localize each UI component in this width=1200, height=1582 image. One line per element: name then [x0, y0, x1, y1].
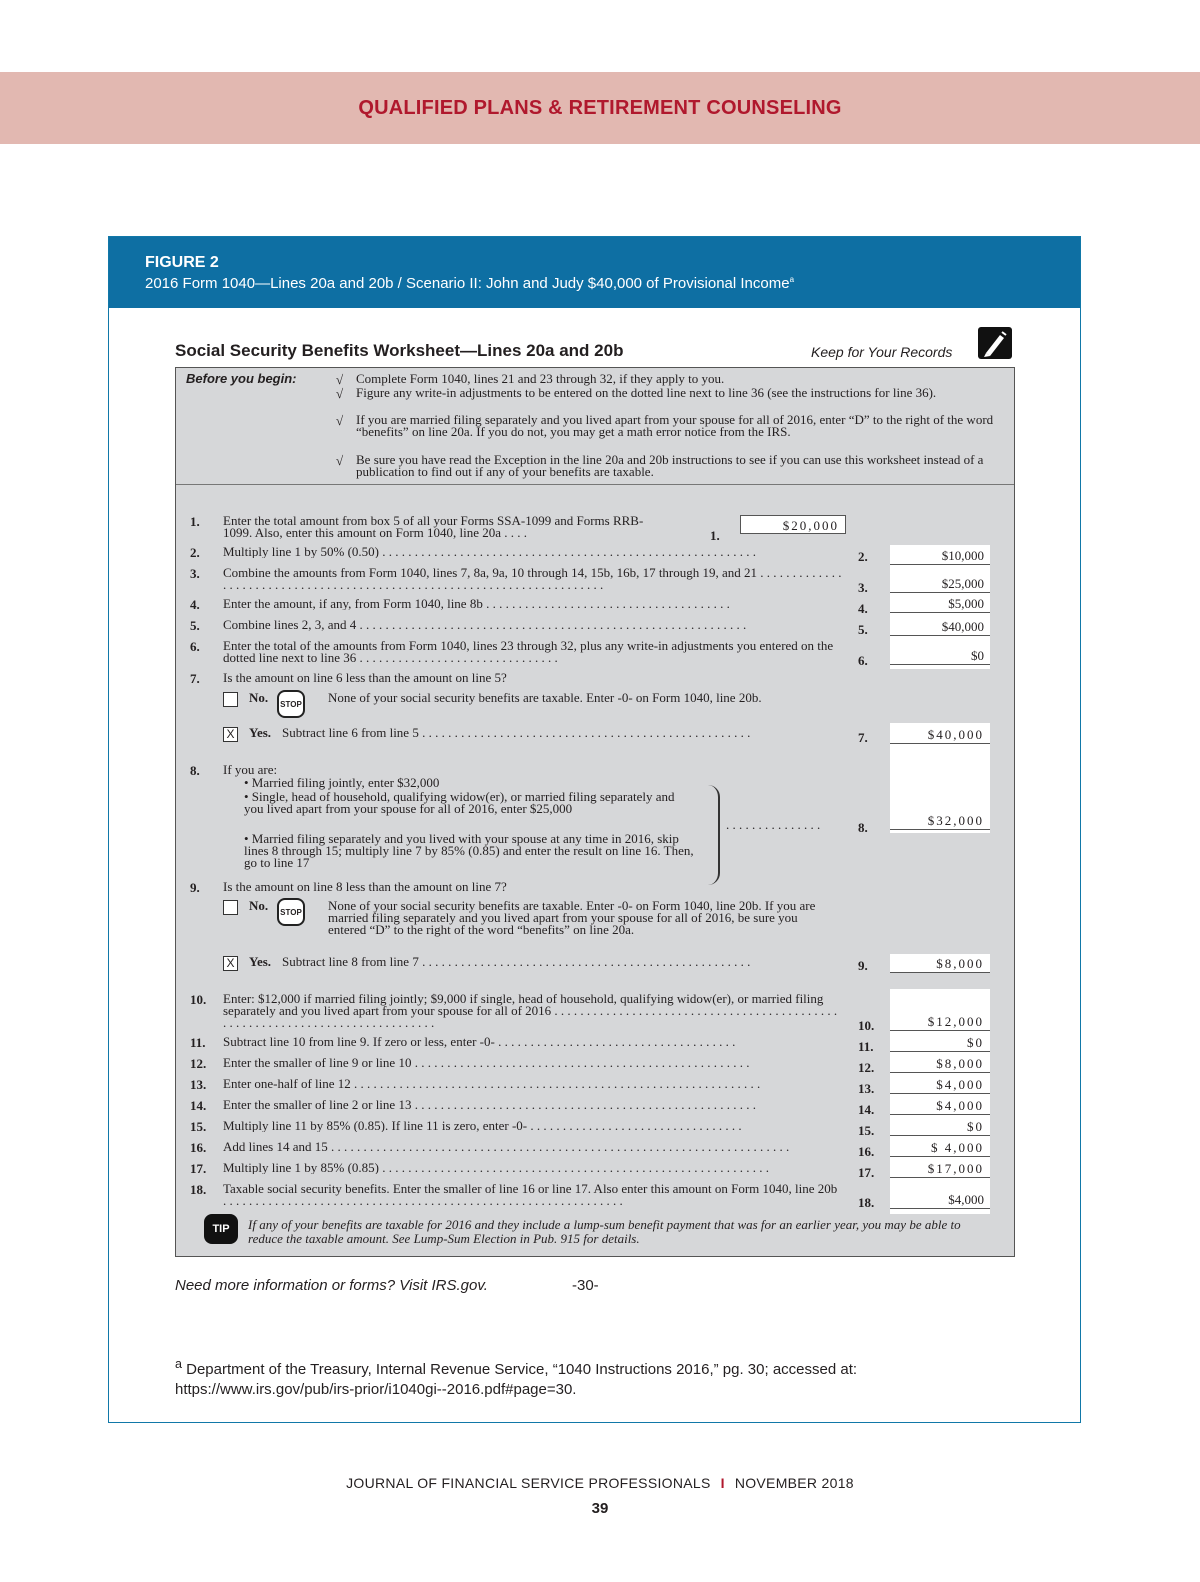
line-ref: 8.: [858, 820, 868, 835]
tip-icon: TIP: [204, 1214, 238, 1244]
line-number: 8.: [190, 763, 200, 778]
pencil-icon: [978, 327, 1012, 359]
line-17-amount: $17,000: [890, 1159, 990, 1178]
line-7-yes-checkbox[interactable]: X: [223, 727, 238, 742]
line-text: Is the amount on line 8 less than the amount on line 7?: [223, 879, 507, 894]
line-15-amount: $0: [890, 1117, 990, 1136]
line-ref: 10.: [858, 1018, 875, 1033]
line-number: 9.: [190, 880, 200, 895]
footnote-text: Department of the Treasury, Internal Revenue Service, “1040 Instructions 2016,” pg. 30; accessed at: https://www.irs.gov/pub/irs-prior/i1040gi--2016.pdf#page=30.: [175, 1361, 858, 1398]
stop-icon: STOP: [277, 690, 305, 718]
line-number: 13.: [190, 1077, 207, 1092]
line-ref: 2.: [858, 549, 868, 564]
line-9-yes-text: Subtract line 8 from line 7 . . . . . . . . . . . . . . . . . . . . . . . . . . . . . . . . . . . . . . . . . . . . . . . . . . .: [282, 956, 751, 968]
need-more-info: Need more information or forms? Visit IRS.gov.: [175, 1277, 488, 1294]
line-text: Is the amount on line 6 less than the amount on line 5?: [223, 670, 507, 685]
line-8-bullet: • Married filing jointly, enter $32,000: [244, 775, 440, 790]
keep-records-note: Keep for Your Records: [811, 344, 953, 360]
journal-date: NOVEMBER 2018: [734, 1475, 854, 1491]
line-6-amount: $0: [890, 646, 990, 665]
line-text: Enter the total amount from box 5 of all your Forms SSA-1099 and Forms RRB-1099. Also, enter this amount on Form 1040, line 20a . . . .: [223, 513, 644, 540]
divider: [176, 484, 1014, 485]
line-number: 17.: [190, 1161, 207, 1176]
line-ref: 18.: [858, 1195, 875, 1210]
line-14-amount: $4,000: [890, 1096, 990, 1115]
line-11-amount: $0: [890, 1033, 990, 1052]
no-label: No.: [249, 898, 269, 913]
figure-caption-text: 2016 Form 1040—Lines 20a and 20b / Scenario II: John and Judy $40,000 of Provisional Income: [145, 275, 790, 292]
line-number: 10.: [190, 992, 207, 1007]
form-page-number: -30-: [572, 1277, 599, 1294]
tip-text: If any of your benefits are taxable for 2016 and they include a lump-sum benefit payment that was for an earlier year, you may be able to reduce the taxable amount. See Lump-Sum Election in Pub. 915 for details.: [248, 1217, 961, 1246]
line-18-amount: $4,000: [890, 1190, 990, 1209]
line-3-amount: $25,000: [890, 574, 990, 593]
line-text: Enter the amount, if any, from Form 1040, line 8b . . . . . . . . . . . . . . . . . . . . . . . . . . . . . . . . . . . . . .: [223, 598, 730, 610]
line-8-bullet: • Single, head of household, qualifying widow(er), or married filing separately and you lived apart from your spouse for all of 2016, enter $25,000: [244, 789, 675, 816]
brace: [706, 785, 720, 885]
line-number: 14.: [190, 1098, 207, 1113]
line-number: 4.: [190, 597, 200, 612]
figure-header: [109, 237, 1080, 308]
line-ref: 11.: [858, 1039, 874, 1054]
line-9-amount: $8,000: [890, 954, 990, 973]
worksheet-title: Social Security Benefits Worksheet—Lines 20a and 20b: [175, 341, 624, 360]
line-12-amount: $8,000: [890, 1054, 990, 1073]
line-text: Subtract line 10 from line 9. If zero or less, enter -0- . . . . . . . . . . . . . . . . . . . . . . . . . . . . . . . . . . . . .: [223, 1036, 736, 1048]
line-ref: 12.: [858, 1060, 875, 1075]
line-number: 7.: [190, 671, 200, 686]
line-text: Enter the total of the amounts from Form 1040, lines 23 through 32, plus any write-in adjustments you entered on the dotted line next to line 36 . . . . . . . . . . . . . . . . . . . . . . . . . . . . . . .: [223, 640, 834, 664]
line-number: 16.: [190, 1140, 207, 1155]
line-7-yes-text: Subtract line 6 from line 5 . . . . . . . . . . . . . . . . . . . . . . . . . . . . . . . . . . . . . . . . . . . . . . . . . . .: [282, 727, 751, 739]
yes-label: Yes.: [249, 954, 272, 969]
line-9-no-text: None of your social security benefits are taxable. Enter -0- on Form 1040, line 20b. If you are married filing separately and you lived apart from your spouse for all of 2016, be sure you entered “D” to the right of the word “benefits” on line 20a.: [328, 898, 816, 937]
line-text: Enter the smaller of line 2 or line 13 . . . . . . . . . . . . . . . . . . . . . . . . . . . . . . . . . . . . . . . . . . . . . . . . . . . . .: [223, 1099, 756, 1111]
line-ref: 14.: [858, 1102, 875, 1117]
line-number: 18.: [190, 1182, 207, 1197]
line-9-no-checkbox[interactable]: [223, 900, 238, 915]
line-ref: 17.: [858, 1165, 875, 1180]
line-10-amount: $12,000: [890, 1012, 990, 1031]
figure-label: FIGURE 2: [145, 254, 219, 271]
footnote-mark: a: [175, 1357, 182, 1371]
line-text: Enter the smaller of line 9 or line 10 . . . . . . . . . . . . . . . . . . . . . . . . . . . . . . . . . . . . . . . . . . . . . . . . . . . .: [223, 1057, 750, 1069]
line-7-amount: $40,000: [890, 725, 990, 744]
line-number: 15.: [190, 1119, 207, 1134]
journal-footer: [0, 1475, 1200, 1491]
section-banner: [0, 72, 1200, 144]
line-text: Taxable social security benefits. Enter the smaller of line 16 or line 17. Also enter this amount on Form 1040, line 20b . . . . . . . . . . . . . . . . . . . . . . . . . . . . . . . . . . . . . . . . . . . . . . . . . . . . . . . . . . . . . .: [223, 1183, 838, 1207]
page-number: 39: [591, 1500, 609, 1517]
checkmark-icon: √: [336, 413, 344, 428]
line-text: Enter one-half of line 12 . . . . . . . . . . . . . . . . . . . . . . . . . . . . . . . . . . . . . . . . . . . . . . . . . . . . . . . . . . . . . . .: [223, 1078, 761, 1090]
line-text: If you are:: [223, 762, 278, 777]
section-title: QUALIFIED PLANS & RETIREMENT COUNSELING: [358, 96, 842, 119]
line-5-amount: $40,000: [890, 617, 990, 636]
line-16-amount: $ 4,000: [890, 1138, 990, 1157]
line-text: Combine lines 2, 3, and 4 . . . . . . . . . . . . . . . . . . . . . . . . . . . . . . . . . . . . . . . . . . . . . . . . . . . . . . . . . . . .: [223, 619, 747, 631]
line-ref: 6.: [858, 653, 868, 668]
before-item: If you are married filing separately and you lived apart from your spouse for all of 2016, enter “D” to the right of the word “benefits” on line 20a. If you do not, you may get a math error notice from the IRS.: [356, 412, 994, 439]
line-2-amount: $10,000: [890, 546, 990, 565]
before-item: Complete Form 1040, lines 21 and 23 through 32, if they apply to you.: [356, 371, 725, 386]
line-ref: 9.: [858, 958, 868, 973]
journal-name: JOURNAL OF FINANCIAL SERVICE PROFESSIONALS: [346, 1475, 711, 1491]
line-text: Add lines 14 and 15 . . . . . . . . . . . . . . . . . . . . . . . . . . . . . . . . . . . . . . . . . . . . . . . . . . . . . . . . . . . . . . . . . . . . . . .: [223, 1141, 790, 1153]
line-text: Multiply line 1 by 85% (0.85) . . . . . . . . . . . . . . . . . . . . . . . . . . . . . . . . . . . . . . . . . . . . . . . . . . . . . . . . . . . .: [223, 1162, 769, 1174]
line-ref: 16.: [858, 1144, 875, 1159]
line-8-bullet: • Married filing separately and you lived with your spouse at any time in 2016, skip lines 8 through 15; multiply line 7 by 85% (0.85) and enter the result on line 16. Then, go to line 17: [244, 831, 694, 870]
before-item: Be sure you have read the Exception in the line 20a and 20b instructions to see if you can use this worksheet instead of a publication to find out if any of your benefits are taxable.: [356, 452, 984, 479]
dot-leader: . . . . . . . . . . . . . . .: [726, 817, 821, 832]
line-ref: 3.: [858, 580, 868, 595]
before-item: Figure any write-in adjustments to be entered on the dotted line next to line 36 (see the instructions for line 36).: [356, 385, 937, 400]
line-text: Multiply line 11 by 85% (0.85). If line 11 is zero, enter -0- . . . . . . . . . . . . . . . . . . . . . . . . . . . . . . . . .: [223, 1120, 742, 1132]
line-7-no-checkbox[interactable]: [223, 692, 238, 707]
line-number: 3.: [190, 566, 200, 581]
line-ref: 7.: [858, 730, 868, 745]
line-4-amount: $5,000: [890, 594, 990, 613]
line-number: 12.: [190, 1056, 207, 1071]
line-7-no-text: None of your social security benefits are taxable. Enter -0- on Form 1040, line 20b.: [328, 690, 762, 705]
line-1-amount: $20,000: [740, 515, 846, 534]
line-text: Enter: $12,000 if married filing jointly; $9,000 if single, head of household, qualifying widow(er), or married filing separately and you lived apart from your spouse for all of 2016 . . . . . . . . . . . . . . . . . . . . . . . . . . . . . . . . . . . . . . . . . . . . . . . . . . . . . . . . . . . . . . . . . . . . . . . . . . . . .: [223, 993, 838, 1029]
line-13-amount: $4,000: [890, 1075, 990, 1094]
no-label: No.: [249, 690, 269, 705]
figure-caption: [145, 275, 794, 292]
line-text: Combine the amounts from Form 1040, lines 7, 8a, 9a, 10 through 14, 15b, 16b, 17 through 19, and 21 . . . . . . . . . . . . . . . . . . . . . . . . . . . . . . . . . . . . . . . . . . . . . . . . . . . . . . . . . . . . . . . . . . . . . . . .: [223, 567, 842, 591]
checkmark-icon: √: [336, 372, 344, 387]
footnote: [175, 1354, 975, 1400]
line-number: 6.: [190, 639, 200, 654]
line-number: 1.: [190, 514, 200, 529]
stop-icon: STOP: [277, 898, 305, 926]
yes-label: Yes.: [249, 725, 272, 740]
checkmark-icon: √: [336, 386, 344, 401]
line-number: 11.: [190, 1035, 206, 1050]
line-9-yes-checkbox[interactable]: X: [223, 956, 238, 971]
line-ref: 15.: [858, 1123, 875, 1138]
worksheet-panel: [175, 367, 1015, 1257]
line-ref: 13.: [858, 1081, 875, 1096]
figure-box: [108, 236, 1081, 1423]
line-ref: 1.: [710, 528, 720, 543]
journal-separator: I: [720, 1475, 725, 1491]
line-number: 2.: [190, 545, 200, 560]
line-ref: 4.: [858, 601, 868, 616]
line-number: 5.: [190, 618, 200, 633]
line-ref: 5.: [858, 622, 868, 637]
line-8-amount: $32,000: [890, 811, 990, 830]
footnote-marker: a: [789, 275, 795, 284]
before-you-begin-label: Before you begin:: [186, 371, 297, 386]
line-text: Multiply line 1 by 50% (0.50) . . . . . . . . . . . . . . . . . . . . . . . . . . . . . . . . . . . . . . . . . . . . . . . . . . . . . . . . . .: [223, 546, 756, 558]
checkmark-icon: √: [336, 453, 344, 468]
